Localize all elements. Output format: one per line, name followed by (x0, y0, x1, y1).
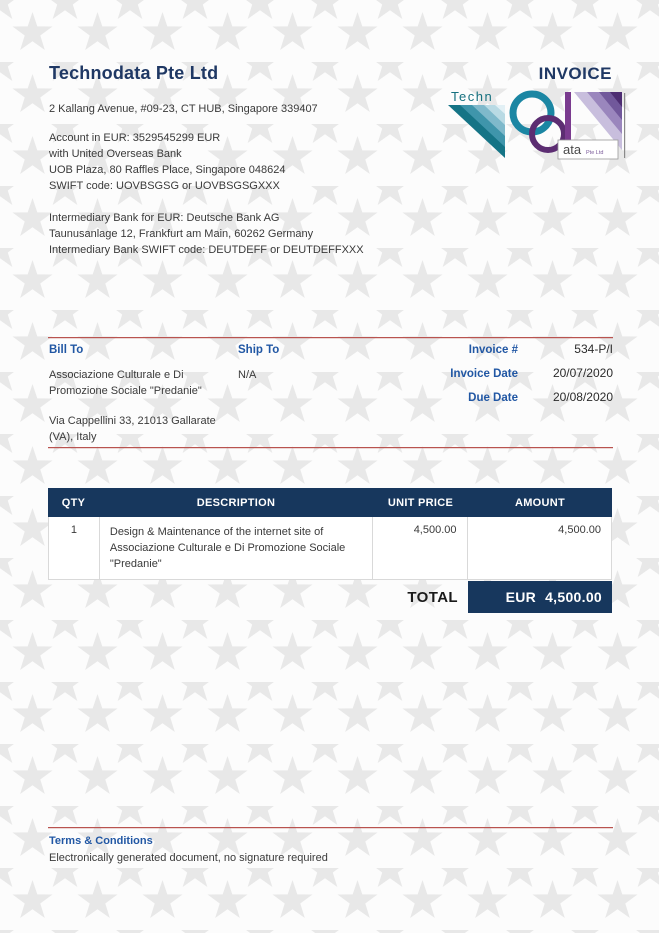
description-cell (100, 517, 373, 579)
company-address: 2 Kallang Avenue, #09-23, CT HUB, Singapore 339407 (49, 103, 318, 115)
intermediary-line: Intermediary Bank SWIFT code: DEUTDEFF or DEUTDEFFXXX (49, 244, 364, 256)
company-logo (447, 88, 633, 162)
amount-cell: 4,500.00 (558, 524, 601, 536)
invoice-meta (430, 342, 613, 414)
qty-header: QTY (61, 496, 86, 509)
unit-price-cell: 4,500.00 (373, 517, 468, 579)
logo-text-ata: ata (563, 142, 582, 157)
logo-teal-triangle (448, 105, 505, 158)
bill-to-line: Associazione Culturale e Di (49, 369, 184, 381)
company-name: Technodata Pte Ltd (49, 63, 219, 83)
bank-line: with United Overseas Bank (49, 148, 182, 160)
bank-line: Account in EUR: 3529545299 EUR (49, 132, 221, 144)
section-divider (48, 447, 613, 448)
invoice-date-value: 20/07/2020 (552, 366, 613, 380)
invoice-date-label: Invoice Date (450, 368, 518, 380)
description-line: Design & Maintenance of the internet site of (109, 526, 324, 538)
logo-ata-box (558, 140, 618, 159)
total-currency: EUR (505, 589, 537, 605)
ship-to-label: Ship To (238, 344, 280, 356)
terms-label: Terms & Conditions (49, 835, 153, 847)
total-value: 4,500.00 (545, 589, 602, 605)
logo-right-rule (624, 93, 625, 158)
invoice-number-value: 534-P/I (574, 342, 613, 356)
bill-to-label: Bill To (49, 344, 84, 356)
unit-price-header: UNIT PRICE (387, 496, 454, 509)
bill-to-address-line: (VA), Italy (49, 431, 97, 443)
due-date-row (430, 390, 613, 404)
description-line: Associazione Culturale e Di Promozione Sociale (109, 542, 346, 554)
invoice-date-row (430, 366, 613, 380)
table-row (48, 517, 612, 580)
line-items-table (48, 488, 612, 613)
logo-text-pte-ltd: Pte Ltd (586, 150, 604, 156)
invoice-number-row (430, 342, 613, 356)
bill-to-name (49, 367, 202, 399)
intermediary-bank-details (49, 210, 364, 258)
section-divider (48, 827, 613, 828)
description-line: "Predanie" (109, 558, 162, 570)
amount-header: AMOUNT (514, 496, 566, 509)
bank-line: UOB Plaza, 80 Raffles Place, Singapore 048624 (49, 164, 286, 176)
intermediary-line: Intermediary Bank for EUR: Deutsche Bank AG (49, 212, 280, 224)
terms-text: Electronically generated document, no signature required (49, 852, 328, 864)
due-date-label: Due Date (468, 392, 518, 404)
ship-to-value: N/A (238, 369, 257, 381)
bank-line: SWIFT code: UOVBSGSG or UOVBSGSGXXX (49, 180, 280, 192)
bill-to-address (49, 413, 216, 445)
due-date-value: 20/08/2020 (552, 390, 613, 404)
total-amount-box (468, 581, 612, 613)
bank-details (49, 130, 285, 194)
bill-to-line: Promozione Sociale "Predanie" (49, 385, 202, 397)
bill-to-address-line: Via Cappellini 33, 21013 Gallarate (49, 415, 216, 427)
description-header: DESCRIPTION (196, 496, 276, 509)
total-row (48, 581, 612, 613)
invoice-number-label: Invoice # (468, 344, 518, 356)
qty-cell: 1 (49, 517, 100, 579)
logo-text-techn: Techn (451, 89, 494, 104)
table-header-row (48, 488, 612, 517)
document-title: INVOICE (538, 64, 612, 83)
total-label: TOTAL (407, 588, 458, 606)
intermediary-line: Taunusanlage 12, Frankfurt am Main, 60262 Germany (49, 228, 314, 240)
section-divider (48, 337, 613, 338)
